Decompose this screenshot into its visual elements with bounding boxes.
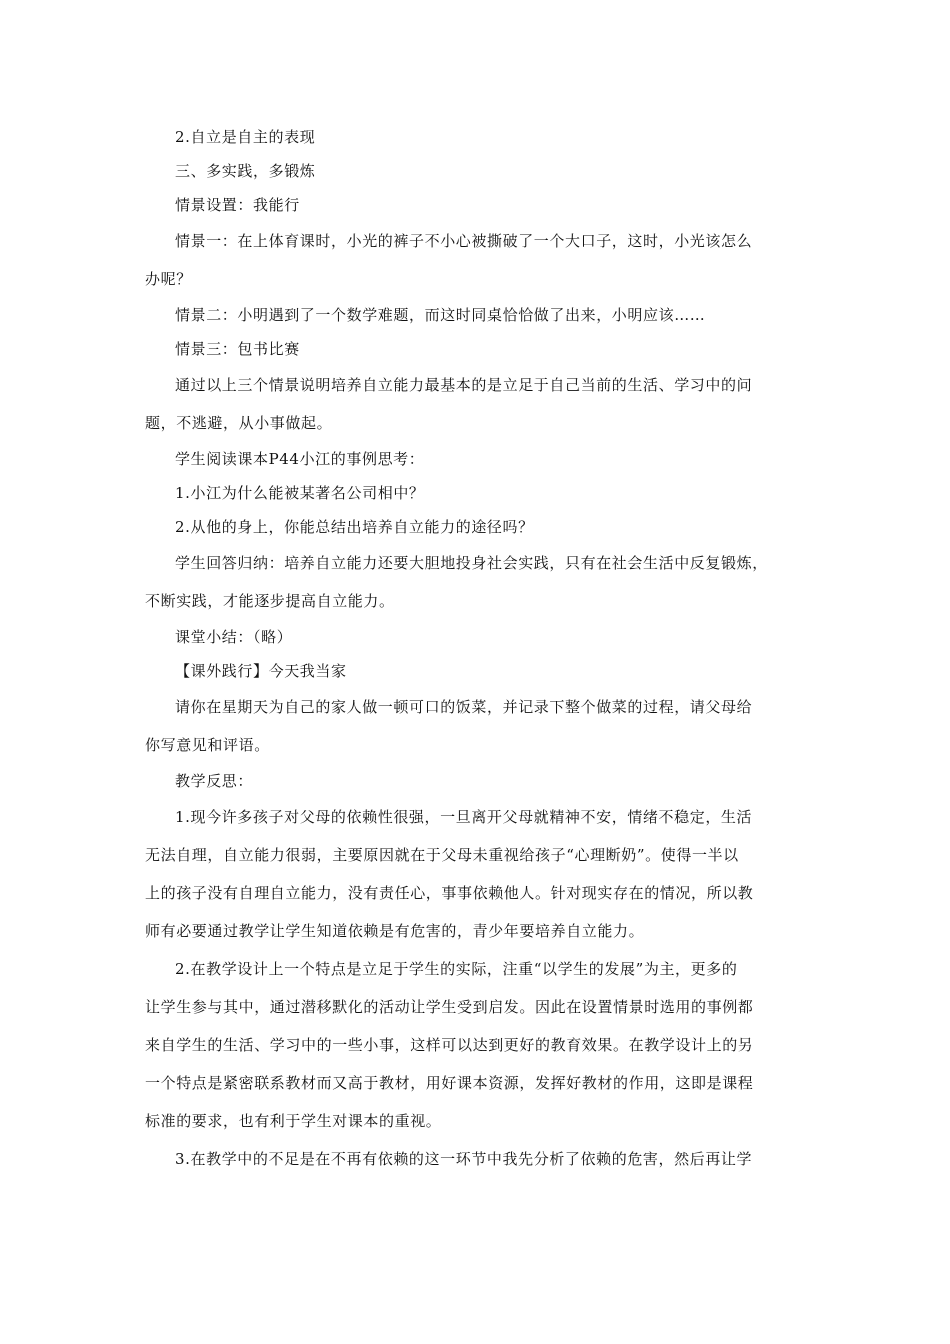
paragraph-extracurricular-title [145, 654, 805, 688]
paragraph-scenario-setup [145, 188, 805, 222]
text-line: 一个特点是紧密联系教材而又高于教材，用好课本资源，发挥好教材的作用，这即是课程 [145, 1074, 754, 1092]
paragraph-reading-prompt [145, 442, 805, 476]
text-line: 【课外践行】今天我当家 [175, 662, 347, 680]
text-line: 不断实践，才能逐步提高自立能力。 [145, 592, 395, 610]
text-line: 2.从他的身上，你能总结出培养自立能力的途径吗？ [175, 518, 534, 536]
paragraph-student-answer [145, 544, 805, 620]
text-line: 请你在星期天为自己的家人做一顿可口的饭菜，并记录下整个做菜的过程，请父母给 [175, 698, 753, 716]
text-line: 情景二：小明遇到了一个数学难题，而这时同桌恰恰做了出来，小明应该…… [175, 306, 706, 324]
text-line: 2.在教学设计上一个特点是立足于学生的实际，注重“以学生的发展”为主，更多的 [175, 960, 738, 978]
paragraph-section-title [145, 154, 805, 188]
text-line: 三、多实践，多锻炼 [175, 162, 316, 180]
paragraph-scenario-summary [145, 366, 805, 442]
text-line: 情景设置：我能行 [175, 196, 300, 214]
text-line: 你写意见和评语。 [145, 736, 270, 754]
text-line: 师有必要通过教学让学生知道依赖是有危害的，青少年要培养自立能力。 [145, 922, 645, 940]
paragraph-class-summary [145, 620, 805, 654]
text-line: 让学生参与其中，通过潜移默化的活动让学生受到启发。因此在设置情景时选用的事例都 [145, 998, 754, 1016]
paragraph-reflection-one [145, 798, 805, 950]
text-line: 学生阅读课本P44小江的事例思考： [175, 450, 425, 468]
text-line: 1.小江为什么能被某著名公司相中？ [175, 484, 425, 502]
text-line: 学生回答归纳：培养自立能力还要大胆地投身社会实践，只有在社会生活中反复锻炼， [175, 554, 768, 572]
paragraph-question-two [145, 510, 805, 544]
text-line: 题，不逃避，从小事做起。 [145, 414, 333, 432]
text-line: 无法自理，自立能力很弱，主要原因就在于父母未重视给孩子“心理断奶”。使得一半以 [145, 846, 739, 864]
text-line: 通过以上三个情景说明培养自立能力最基本的是立足于自己当前的生活、学习中的问 [175, 376, 753, 394]
paragraph-scenario-two [145, 298, 805, 332]
paragraph-section-heading [145, 120, 805, 154]
text-line: 情景一：在上体育课时，小光的裤子不小心被撕破了一个大口子，这时，小光该怎么 [175, 232, 753, 250]
text-line: 上的孩子没有自理自立能力，没有责任心，事事依赖他人。针对现实存在的情况，所以教 [145, 884, 754, 902]
paragraph-reflection-two [145, 950, 805, 1140]
paragraph-question-one [145, 476, 805, 510]
text-line: 情景三：包书比赛 [175, 340, 300, 358]
text-line: 课堂小结：（略） [175, 628, 293, 646]
paragraph-scenario-three [145, 332, 805, 366]
text-line: 1.现今许多孩子对父母的依赖性很强，一旦离开父母就精神不安，情绪不稳定，生活 [175, 808, 753, 826]
text-line: 来自学生的生活、学习中的一些小事，这样可以达到更好的教育效果。在教学设计上的另 [145, 1036, 754, 1054]
text-line: 标准的要求，也有利于学生对课本的重视。 [145, 1112, 442, 1130]
document-body [145, 120, 805, 1178]
text-line: 3.在教学中的不足是在不再有依赖的这一环节中我先分析了依赖的危害，然后再让学 [175, 1150, 753, 1168]
text-line: 教学反思： [175, 772, 254, 790]
paragraph-reflection-three [145, 1140, 805, 1178]
paragraph-scenario-one [145, 222, 805, 298]
paragraph-reflection-heading [145, 764, 805, 798]
text-line: 办呢？ [145, 270, 192, 288]
text-line: 2.自立是自主的表现 [175, 128, 316, 146]
paragraph-extracurricular-task [145, 688, 805, 764]
